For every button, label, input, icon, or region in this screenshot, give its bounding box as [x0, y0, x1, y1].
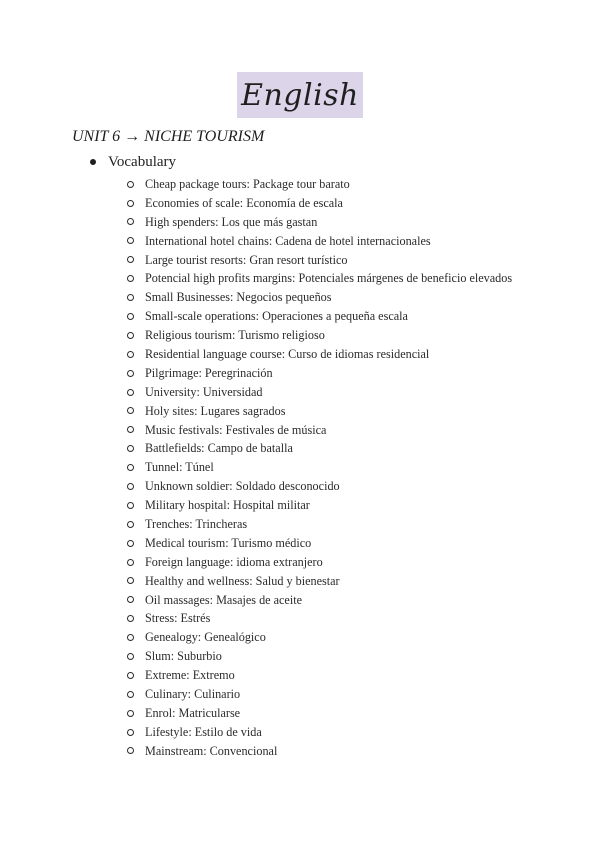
list-item-text: High spenders: Los que más gastan [145, 214, 318, 229]
list-item [127, 742, 512, 761]
list-item-text: Cheap package tours: Package tour barato [145, 177, 350, 191]
list-item [127, 269, 512, 288]
list-item-text: Trenches: Trincheras [145, 517, 248, 532]
circle-bullet-icon [127, 540, 134, 547]
list-item [127, 685, 512, 704]
list-item [127, 307, 512, 326]
circle-bullet-icon [127, 407, 134, 414]
list-item [127, 402, 512, 421]
list-item-text: Large tourist resorts: Gran resort turístico [145, 252, 348, 267]
list-item [127, 251, 512, 270]
circle-bullet-icon [127, 218, 134, 225]
list-item-text: Economies of scale: Economía de escala [145, 195, 343, 210]
circle-bullet-icon [127, 634, 134, 641]
list-item-text: Music festivals: Festivales de música [145, 422, 327, 437]
list-item [127, 383, 512, 402]
circle-bullet-icon [127, 200, 134, 207]
list-item [127, 326, 512, 345]
list-item-text: Potencial high profits margins: Potenciales márgenes de beneficio elevados [145, 271, 513, 286]
list-item-text: Stress: Estrés [145, 611, 211, 626]
list-item [127, 232, 512, 251]
list-item [127, 723, 512, 742]
list-item [127, 534, 512, 553]
page-title: English [237, 72, 363, 118]
circle-bullet-icon [127, 445, 134, 452]
list-item [127, 515, 512, 534]
list-item-text: Religious tourism: Turismo religioso [145, 328, 325, 343]
circle-bullet-icon [127, 577, 134, 584]
list-item-text: Enrol: Matricularse [145, 705, 241, 720]
list-item [127, 496, 512, 515]
circle-bullet-icon [127, 596, 134, 603]
circle-bullet-icon [127, 389, 134, 396]
list-item-text: Residential language course: Curso de idiomas residencial [145, 347, 430, 362]
list-item [127, 175, 512, 194]
list-item-text: Holy sites: Lugares sagrados [145, 403, 286, 418]
list-item [127, 288, 512, 307]
circle-bullet-icon [127, 294, 134, 301]
circle-bullet-icon [127, 559, 134, 566]
circle-bullet-icon [127, 464, 134, 471]
circle-bullet-icon [127, 313, 134, 320]
list-item-text: Battlefields: Campo de batalla [145, 441, 293, 456]
circle-bullet-icon [127, 483, 134, 490]
circle-bullet-icon [127, 370, 134, 377]
circle-bullet-icon [127, 237, 134, 244]
circle-bullet-icon [127, 426, 134, 433]
circle-bullet-icon [127, 502, 134, 509]
list-item [127, 458, 512, 477]
bullet-icon [90, 159, 96, 165]
circle-bullet-icon [127, 351, 134, 358]
list-item-text: International hotel chains: Cadena de hotel internacionales [145, 233, 431, 248]
list-item [127, 572, 512, 591]
list-item-text: Military hospital: Hospital militar [145, 498, 310, 513]
circle-bullet-icon [127, 332, 134, 339]
list-item [127, 194, 512, 213]
list-item-text: Tunnel: Túnel [145, 460, 214, 475]
circle-bullet-icon [127, 256, 134, 263]
section-vocabulary [90, 154, 176, 171]
list-item [127, 364, 512, 383]
list-item [127, 704, 512, 723]
list-item-text: University: Universidad [145, 384, 263, 399]
list-item-text: Healthy and wellness: Salud y bienestar [145, 573, 340, 588]
list-item [127, 421, 512, 440]
list-item-text: Oil massages: Masajes de aceite [145, 592, 303, 607]
list-item-text: Lifestyle: Estilo de vida [145, 724, 262, 739]
list-item-text: Small Businesses: Negocios pequeños [145, 290, 332, 305]
list-item [127, 609, 512, 628]
list-item [127, 213, 512, 232]
list-item-text: Genealogy: Genealógico [145, 630, 266, 645]
circle-bullet-icon [127, 691, 134, 698]
list-item-text: Medical tourism: Turismo médico [145, 535, 312, 550]
list-item [127, 666, 512, 685]
vocabulary-list [127, 175, 512, 761]
circle-bullet-icon [127, 275, 134, 282]
list-item [127, 345, 512, 364]
list-item [127, 647, 512, 666]
list-item [127, 439, 512, 458]
list-item [127, 628, 512, 647]
list-item-text: Unknown soldier: Soldado desconocido [145, 479, 340, 494]
circle-bullet-icon [127, 672, 134, 679]
list-item [127, 591, 512, 610]
list-item-text: Foreign language: idioma extranjero [145, 554, 323, 569]
circle-bullet-icon [127, 747, 134, 754]
list-item-text: Mainstream: Convencional [145, 743, 278, 758]
circle-bullet-icon [127, 710, 134, 717]
unit-heading: UNIT 6 → NICHE TOURISM [72, 128, 265, 145]
circle-bullet-icon [127, 729, 134, 736]
circle-bullet-icon [127, 653, 134, 660]
list-item-text: Small-scale operations: Operaciones a pequeña escala [145, 309, 408, 324]
list-item-text: Pilgrimage: Peregrinación [145, 365, 273, 380]
list-item-text: Slum: Suburbio [145, 649, 222, 664]
list-item-text: Extreme: Extremo [145, 668, 235, 683]
list-item-text: Culinary: Culinario [145, 687, 241, 702]
circle-bullet-icon [127, 615, 134, 622]
title-wrapper [0, 72, 600, 118]
list-item [127, 553, 512, 572]
list-item [127, 477, 512, 496]
circle-bullet-icon [127, 521, 134, 528]
section-label: Vocabulary [108, 154, 177, 170]
circle-bullet-icon [127, 181, 134, 188]
